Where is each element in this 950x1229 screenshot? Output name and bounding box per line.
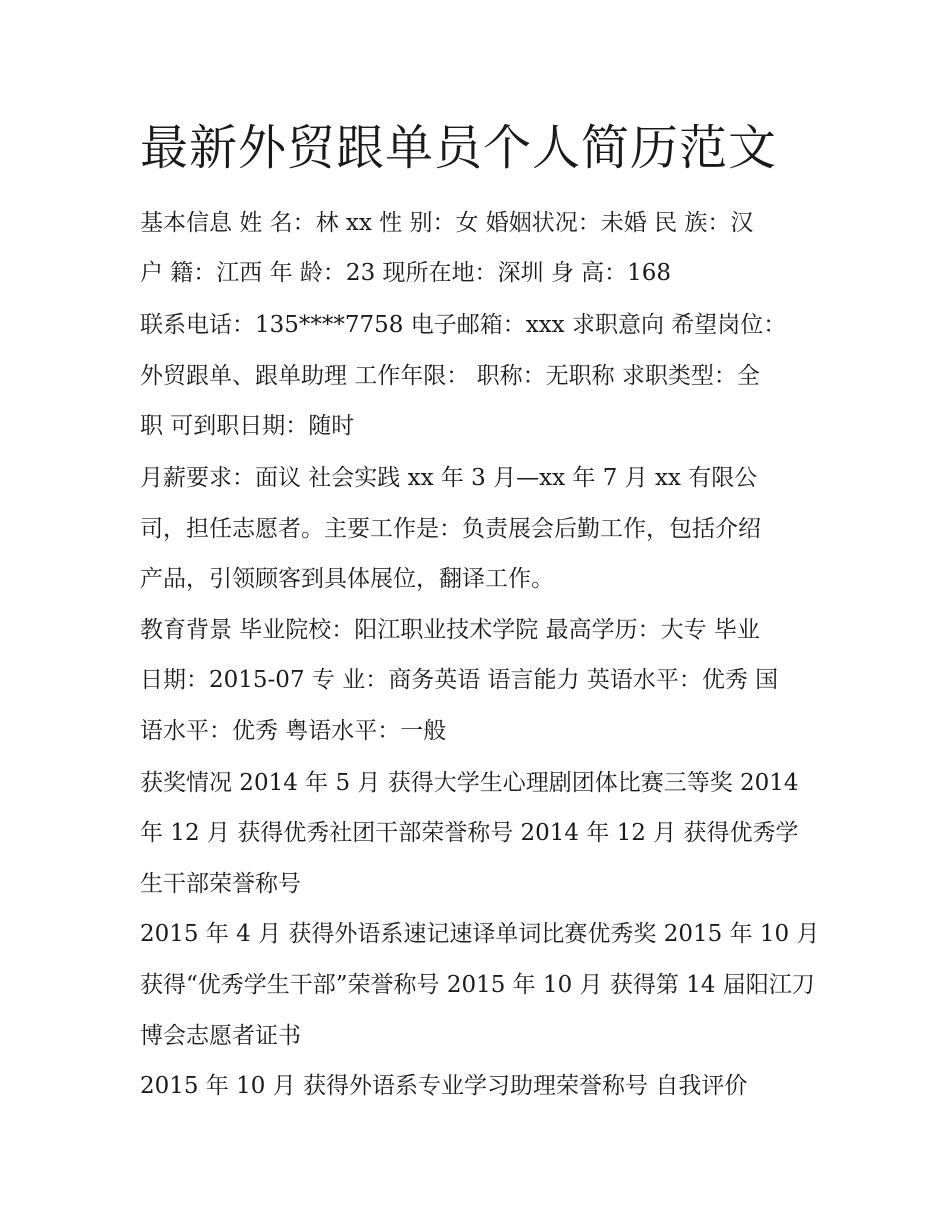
text-line-4: 外贸跟单、跟单助理 工作年限： 职称：无职称 求职类型：全 <box>140 363 760 389</box>
text-line-7: 司，担任志愿者。主要工作是：负责展会后勤工作，包括介绍 <box>140 516 761 542</box>
text-line-12: 获奖情况 2014 年 5 月 获得大学生心理剧团体比赛三等奖 2014 <box>140 770 799 796</box>
document-title: 最新外贸跟单员个人简历范文 <box>140 120 778 176</box>
text-line-11: 语水平：优秀 粤语水平：一般 <box>140 718 447 744</box>
text-line-5: 职 可到职日期：随时 <box>140 413 355 439</box>
text-line-1: 基本信息 姓 名：林 xx 性 别：女 婚姻状况：未婚 民 族：汉 <box>140 210 754 236</box>
text-line-13: 年 12 月 获得优秀社团干部荣誉称号 2014 年 12 月 获得优秀学 <box>140 820 799 846</box>
text-line-2: 户 籍：江西 年 龄：23 现所在地：深圳 身 高：168 <box>140 260 672 286</box>
text-line-6: 月薪要求：面议 社会实践 xx 年 3 月—xx 年 7 月 xx 有限公 <box>140 465 758 491</box>
text-line-16: 获得“优秀学生干部”荣誉称号 2015 年 10 月 获得第 14 届阳江刀 <box>140 972 815 998</box>
text-line-18: 2015 年 10 月 获得外语系专业学习助理荣誉称号 自我评价 <box>140 1073 748 1099</box>
text-line-8: 产品，引领顾客到具体展位，翻译工作。 <box>140 566 554 592</box>
text-line-3: 联系电话：135****7758 电子邮箱：xxx 求职意向 希望岗位： <box>140 312 787 338</box>
text-line-17: 博会志愿者证书 <box>140 1023 301 1049</box>
text-line-10: 日期：2015-07 专 业：商务英语 语言能力 英语水平：优秀 国 <box>140 667 779 693</box>
text-line-14: 生干部荣誉称号 <box>140 871 301 897</box>
text-line-15: 2015 年 4 月 获得外语系速记速译单词比赛优秀奖 2015 年 10 月 <box>140 921 820 947</box>
text-line-9: 教育背景 毕业院校：阳江职业技术学院 最高学历：大专 毕业 <box>140 617 760 643</box>
